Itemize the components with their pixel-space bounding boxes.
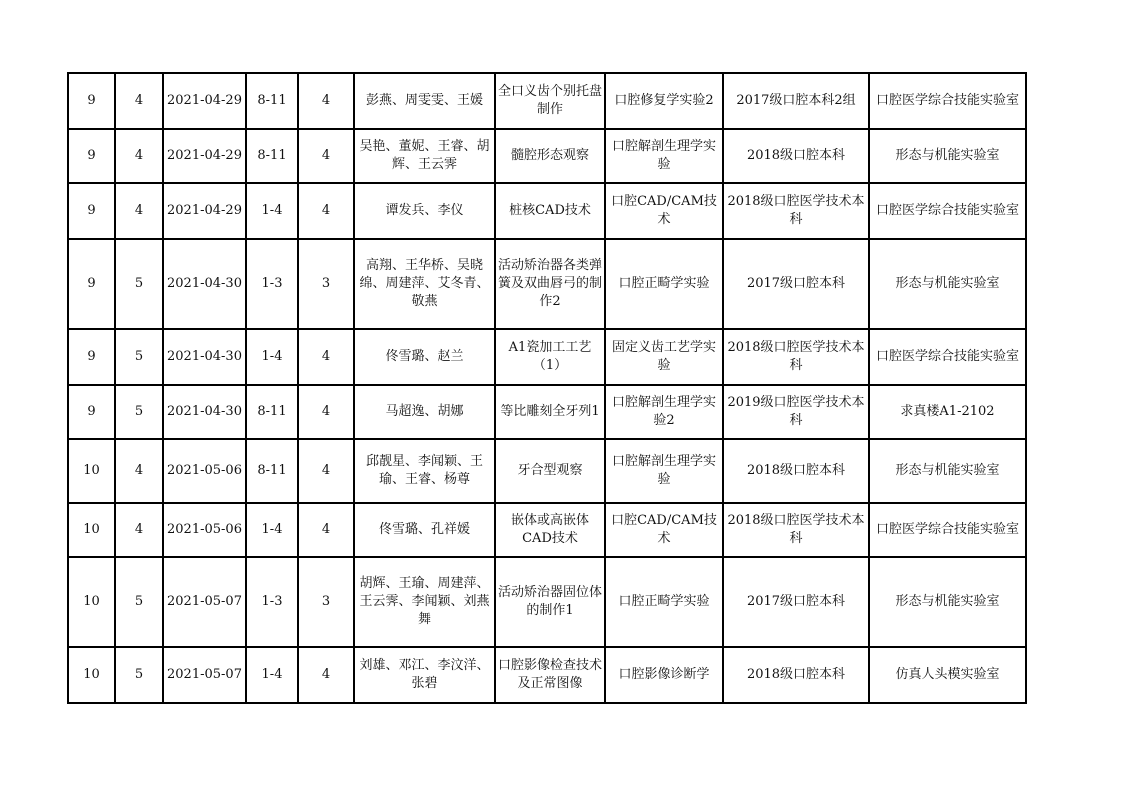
hours-cell: 4 [299, 184, 355, 240]
experiment-cell: 活动矫治器固位体的制作1 [496, 558, 606, 648]
period-cell: 8-11 [247, 74, 299, 130]
date-cell: 2021-05-06 [164, 440, 247, 504]
week-cell: 9 [69, 184, 116, 240]
class-cell: 2017级口腔本科2组 [724, 74, 870, 130]
course-cell: 口腔CAD/CAM技术 [606, 184, 724, 240]
experiment-cell: 髓腔形态观察 [496, 130, 606, 184]
date-cell: 2021-05-06 [164, 504, 247, 558]
experiment-cell: 口腔影像检查技术及正常图像 [496, 648, 606, 704]
period-cell: 1-4 [247, 330, 299, 386]
weekday-cell: 5 [116, 240, 164, 330]
weekday-cell: 4 [116, 504, 164, 558]
date-cell: 2021-04-29 [164, 184, 247, 240]
location-cell: 口腔医学综合技能实验室 [870, 74, 1027, 130]
course-cell: 口腔解剖生理学实验2 [606, 386, 724, 440]
students-cell: 高翔、王华桥、吴晓绵、周建萍、艾冬青、敬燕 [355, 240, 496, 330]
hours-cell: 3 [299, 558, 355, 648]
week-cell: 9 [69, 240, 116, 330]
students-cell: 马超逸、胡娜 [355, 386, 496, 440]
course-cell: 口腔解剖生理学实验 [606, 130, 724, 184]
schedule-table [67, 72, 1027, 704]
date-cell: 2021-04-29 [164, 74, 247, 130]
location-cell: 口腔医学综合技能实验室 [870, 330, 1027, 386]
schedule-sheet [67, 72, 1027, 704]
experiment-cell: 桩核CAD技术 [496, 184, 606, 240]
date-cell: 2021-04-30 [164, 240, 247, 330]
table-row [69, 130, 1027, 184]
experiment-cell: 牙合型观察 [496, 440, 606, 504]
hours-cell: 4 [299, 130, 355, 184]
date-cell: 2021-04-30 [164, 386, 247, 440]
hours-cell: 4 [299, 648, 355, 704]
weekday-cell: 4 [116, 184, 164, 240]
period-cell: 8-11 [247, 130, 299, 184]
students-cell: 佟雪璐、孔祥媛 [355, 504, 496, 558]
class-cell: 2018级口腔本科 [724, 648, 870, 704]
week-cell: 9 [69, 130, 116, 184]
class-cell: 2017级口腔本科 [724, 558, 870, 648]
course-cell: 固定义齿工艺学实验 [606, 330, 724, 386]
experiment-cell: 等比雕刻全牙列1 [496, 386, 606, 440]
weekday-cell: 5 [116, 558, 164, 648]
location-cell: 口腔医学综合技能实验室 [870, 504, 1027, 558]
course-cell: 口腔影像诊断学 [606, 648, 724, 704]
course-cell: 口腔正畸学实验 [606, 240, 724, 330]
table-row [69, 504, 1027, 558]
table-row [69, 386, 1027, 440]
hours-cell: 4 [299, 440, 355, 504]
hours-cell: 4 [299, 330, 355, 386]
weekday-cell: 4 [116, 74, 164, 130]
week-cell: 10 [69, 440, 116, 504]
class-cell: 2019级口腔医学技术本科 [724, 386, 870, 440]
period-cell: 1-3 [247, 558, 299, 648]
class-cell: 2018级口腔医学技术本科 [724, 504, 870, 558]
location-cell: 形态与机能实验室 [870, 440, 1027, 504]
students-cell: 佟雪璐、赵兰 [355, 330, 496, 386]
students-cell: 吴艳、董妮、王睿、胡辉、王云霁 [355, 130, 496, 184]
table-body [69, 74, 1027, 704]
period-cell: 1-4 [247, 504, 299, 558]
location-cell: 形态与机能实验室 [870, 240, 1027, 330]
location-cell: 口腔医学综合技能实验室 [870, 184, 1027, 240]
weekday-cell: 5 [116, 386, 164, 440]
period-cell: 1-4 [247, 184, 299, 240]
week-cell: 9 [69, 386, 116, 440]
weekday-cell: 4 [116, 440, 164, 504]
table-row [69, 648, 1027, 704]
date-cell: 2021-05-07 [164, 648, 247, 704]
period-cell: 8-11 [247, 386, 299, 440]
period-cell: 1-3 [247, 240, 299, 330]
course-cell: 口腔正畸学实验 [606, 558, 724, 648]
date-cell: 2021-04-30 [164, 330, 247, 386]
table-row [69, 330, 1027, 386]
students-cell: 胡辉、王瑜、周建萍、王云霁、李闻颖、刘燕舞 [355, 558, 496, 648]
course-cell: 口腔修复学实验2 [606, 74, 724, 130]
class-cell: 2017级口腔本科 [724, 240, 870, 330]
weekday-cell: 5 [116, 330, 164, 386]
hours-cell: 3 [299, 240, 355, 330]
course-cell: 口腔解剖生理学实验 [606, 440, 724, 504]
hours-cell: 4 [299, 386, 355, 440]
students-cell: 邱靓星、李闻颖、王瑜、王睿、杨尊 [355, 440, 496, 504]
students-cell: 彭燕、周雯雯、王媛 [355, 74, 496, 130]
week-cell: 10 [69, 558, 116, 648]
experiment-cell: A1瓷加工工艺（1） [496, 330, 606, 386]
class-cell: 2018级口腔医学技术本科 [724, 184, 870, 240]
students-cell: 谭发兵、李仪 [355, 184, 496, 240]
hours-cell: 4 [299, 74, 355, 130]
experiment-cell: 嵌体或高嵌体CAD技术 [496, 504, 606, 558]
class-cell: 2018级口腔本科 [724, 440, 870, 504]
location-cell: 形态与机能实验室 [870, 130, 1027, 184]
period-cell: 1-4 [247, 648, 299, 704]
students-cell: 刘雄、邓江、李汶洋、张碧 [355, 648, 496, 704]
course-cell: 口腔CAD/CAM技术 [606, 504, 724, 558]
table-row [69, 440, 1027, 504]
location-cell: 求真楼A1-2102 [870, 386, 1027, 440]
hours-cell: 4 [299, 504, 355, 558]
weekday-cell: 4 [116, 130, 164, 184]
class-cell: 2018级口腔本科 [724, 130, 870, 184]
table-row [69, 184, 1027, 240]
weekday-cell: 5 [116, 648, 164, 704]
week-cell: 9 [69, 330, 116, 386]
experiment-cell: 活动矫治器各类弹簧及双曲唇弓的制作2 [496, 240, 606, 330]
experiment-cell: 全口义齿个别托盘制作 [496, 74, 606, 130]
class-cell: 2018级口腔医学技术本科 [724, 330, 870, 386]
date-cell: 2021-05-07 [164, 558, 247, 648]
location-cell: 形态与机能实验室 [870, 558, 1027, 648]
week-cell: 9 [69, 74, 116, 130]
table-row [69, 240, 1027, 330]
table-row [69, 558, 1027, 648]
week-cell: 10 [69, 504, 116, 558]
date-cell: 2021-04-29 [164, 130, 247, 184]
table-row [69, 74, 1027, 130]
week-cell: 10 [69, 648, 116, 704]
period-cell: 8-11 [247, 440, 299, 504]
location-cell: 仿真人头模实验室 [870, 648, 1027, 704]
